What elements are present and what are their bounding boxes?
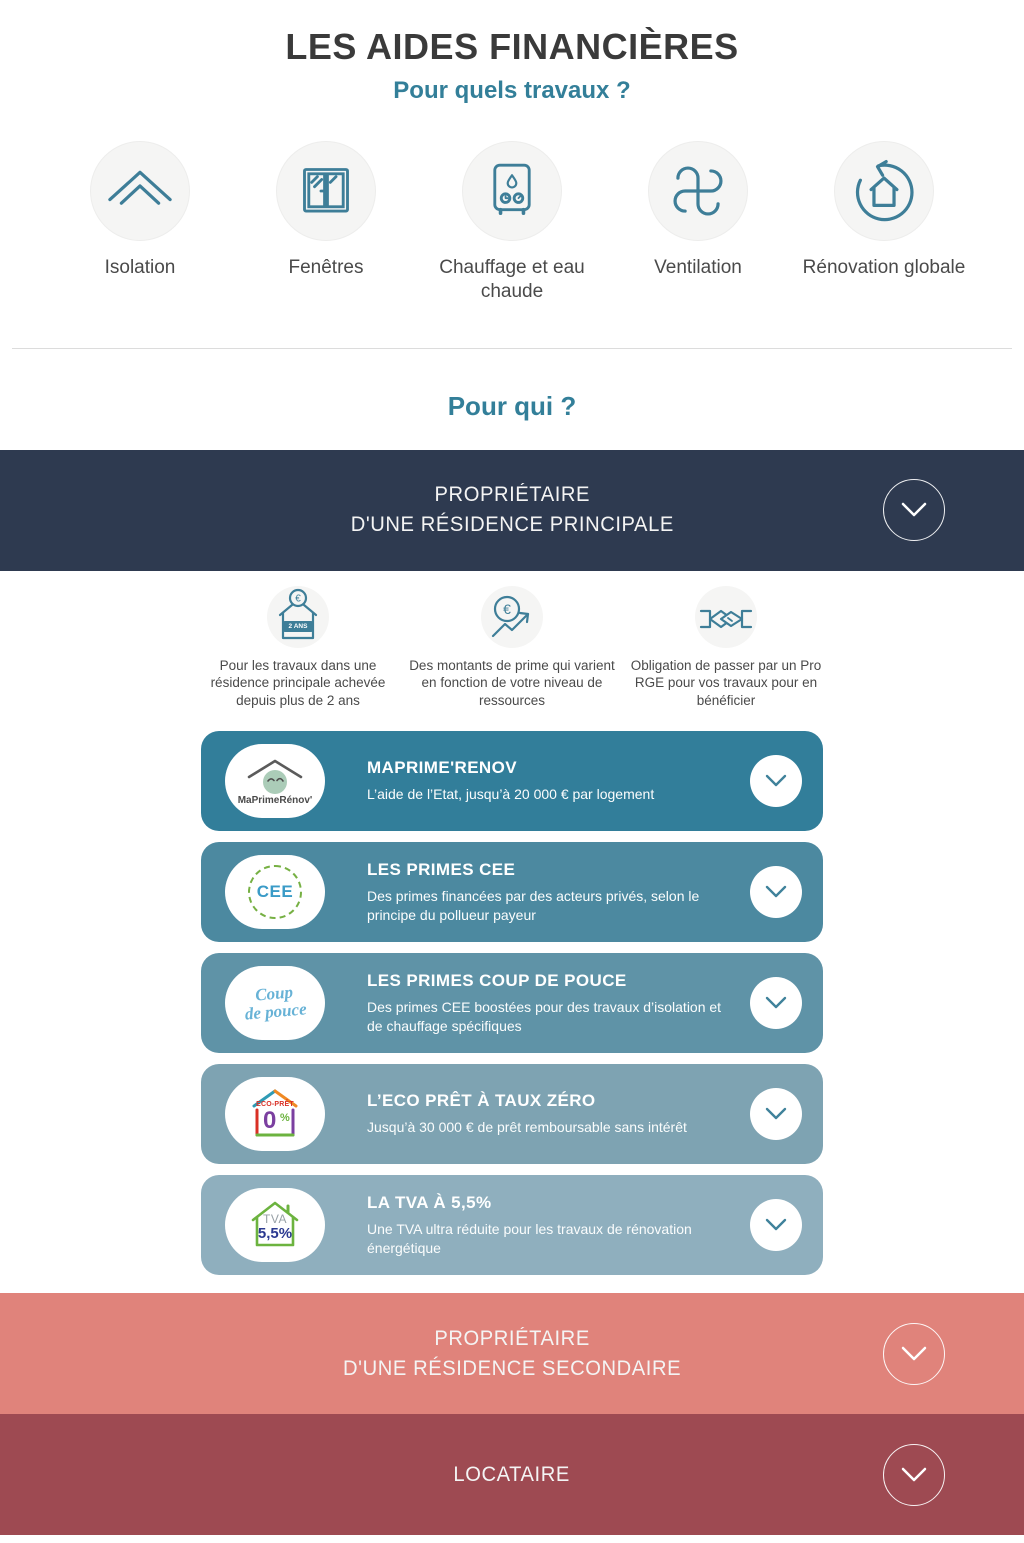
condition-residence-2ans (191, 586, 405, 710)
tva-logo-label: TVA (263, 1212, 287, 1227)
banner-label: PROPRIÉTAIRE D'UNE RÉSIDENCE SECONDAIRE (342, 1326, 682, 1380)
tva-house-icon (246, 1196, 304, 1254)
aid-title: L’ECO PRÊT À TAUX ZÉRO (367, 1091, 596, 1111)
work-types-row (0, 141, 1024, 304)
banner-label: PROPRIÉTAIRE D'UNE RÉSIDENCE PRINCIPALE (350, 483, 674, 536)
who-heading: Pour qui ? (447, 390, 577, 421)
work-label: Chauffage et eau chaude (439, 257, 585, 302)
aid-title: LA TVA À 5,5% (367, 1193, 492, 1213)
cee-badge (248, 865, 302, 919)
cee-logo-text: CEE (256, 882, 294, 902)
aid-content (325, 758, 654, 804)
window-icon (276, 141, 376, 241)
aid-description: Une TVA ultra réduite pour les travaux de rénovation énergétique (367, 1221, 692, 1256)
condition-text: Pour les travaux dans une résidence principale achevée depuis plus de 2 ans (210, 657, 386, 708)
aids-list (201, 731, 823, 1275)
banner-locataire[interactable] (0, 1414, 1024, 1535)
house-cycle-icon (834, 141, 934, 241)
work-item-renovation-globale (801, 141, 967, 304)
coup-de-pouce-logo (225, 966, 325, 1040)
section-divider (12, 348, 1012, 349)
page-title: LES AIDES FINANCIÈRES (285, 26, 739, 67)
chevron-down-icon[interactable] (883, 1323, 945, 1385)
chevron-down-icon[interactable] (750, 755, 802, 807)
eco-pret-logo (225, 1077, 325, 1151)
aid-title: LES PRIMES COUP DE POUCE (367, 971, 627, 991)
bottom-spacer (0, 1535, 1024, 1543)
banner-proprietaire-secondaire[interactable] (0, 1293, 1024, 1414)
aid-content (325, 860, 733, 924)
maprimerenov-logo (225, 744, 325, 818)
eco-pret-logo-label: ECO-PRÊT (256, 1101, 294, 1109)
aid-content (325, 971, 733, 1035)
condition-pro-rge (619, 586, 833, 710)
roof-icon (90, 141, 190, 241)
work-label: Rénovation globale (802, 257, 966, 278)
eco-pret-house-icon (246, 1085, 304, 1143)
aid-description: Des primes CEE boostées pour des travaux d’isolation et de chauffage spécifiques (367, 999, 722, 1034)
aid-card-maprimerenov[interactable] (201, 731, 823, 831)
chevron-down-icon[interactable] (883, 479, 945, 541)
aid-description: Jusqu’à 30 000 € de prêt remboursable sans intérêt (367, 1119, 687, 1136)
maprimerenov-logo-text: MaPrimeRénov' (237, 795, 313, 807)
aid-card-eco-pret[interactable] (201, 1064, 823, 1164)
conditions-row (0, 586, 1024, 710)
tva-logo (225, 1188, 325, 1262)
condition-text: Des montants de prime qui varient en fonction de votre niveau de ressources (409, 657, 615, 708)
aid-card-coup-de-pouce[interactable] (201, 953, 823, 1053)
coup-de-pouce-logo-text: Coup de pouce (244, 982, 308, 1024)
handshake-icon (695, 586, 757, 648)
house-2-years-icon (267, 586, 329, 648)
work-label: Isolation (104, 257, 176, 278)
work-item-fenetres (243, 141, 409, 304)
eco-pret-logo-percent: % (280, 1112, 290, 1125)
chevron-down-icon[interactable] (750, 1199, 802, 1251)
aid-content (325, 1193, 733, 1257)
work-item-chauffage (429, 141, 595, 304)
aid-title: MAPRIME'RENOV (367, 758, 517, 778)
condition-text: Obligation de passer par un Pro RGE pour vos travaux pour en bénéficier (630, 657, 822, 708)
euro-growth-icon (481, 586, 543, 648)
work-item-ventilation (615, 141, 781, 304)
chevron-down-icon[interactable] (750, 1088, 802, 1140)
chevron-down-icon[interactable] (883, 1444, 945, 1506)
work-label: Fenêtres (288, 257, 364, 278)
aid-description: L’aide de l’Etat, jusqu’à 20 000 € par logement (367, 786, 655, 803)
condition-montants-prime (405, 586, 619, 710)
chevron-down-icon[interactable] (750, 977, 802, 1029)
aid-description: Des primes financées par des acteurs privés, selon le principe du pollueur payeur (367, 888, 700, 923)
header (0, 0, 1024, 105)
work-item-isolation (57, 141, 223, 304)
eco-pret-logo-zero: 0 (263, 1107, 277, 1135)
banner-proprietaire-principale[interactable] (0, 450, 1024, 571)
works-subtitle: Pour quels travaux ? (393, 77, 631, 104)
cee-logo (225, 855, 325, 929)
badge-2-ans: 2 ANS (283, 621, 313, 632)
aid-card-tva[interactable] (201, 1175, 823, 1275)
tva-logo-value: 5,5% (257, 1225, 293, 1243)
chevron-down-icon[interactable] (750, 866, 802, 918)
fan-icon (648, 141, 748, 241)
aid-content (325, 1091, 687, 1137)
banner-label: LOCATAIRE (453, 1462, 571, 1486)
boiler-icon (462, 141, 562, 241)
aid-card-primes-cee[interactable] (201, 842, 823, 942)
work-label: Ventilation (654, 257, 742, 278)
aid-title: LES PRIMES CEE (367, 860, 516, 880)
svg-text:€: € (503, 600, 511, 617)
svg-text:€: € (295, 593, 301, 604)
